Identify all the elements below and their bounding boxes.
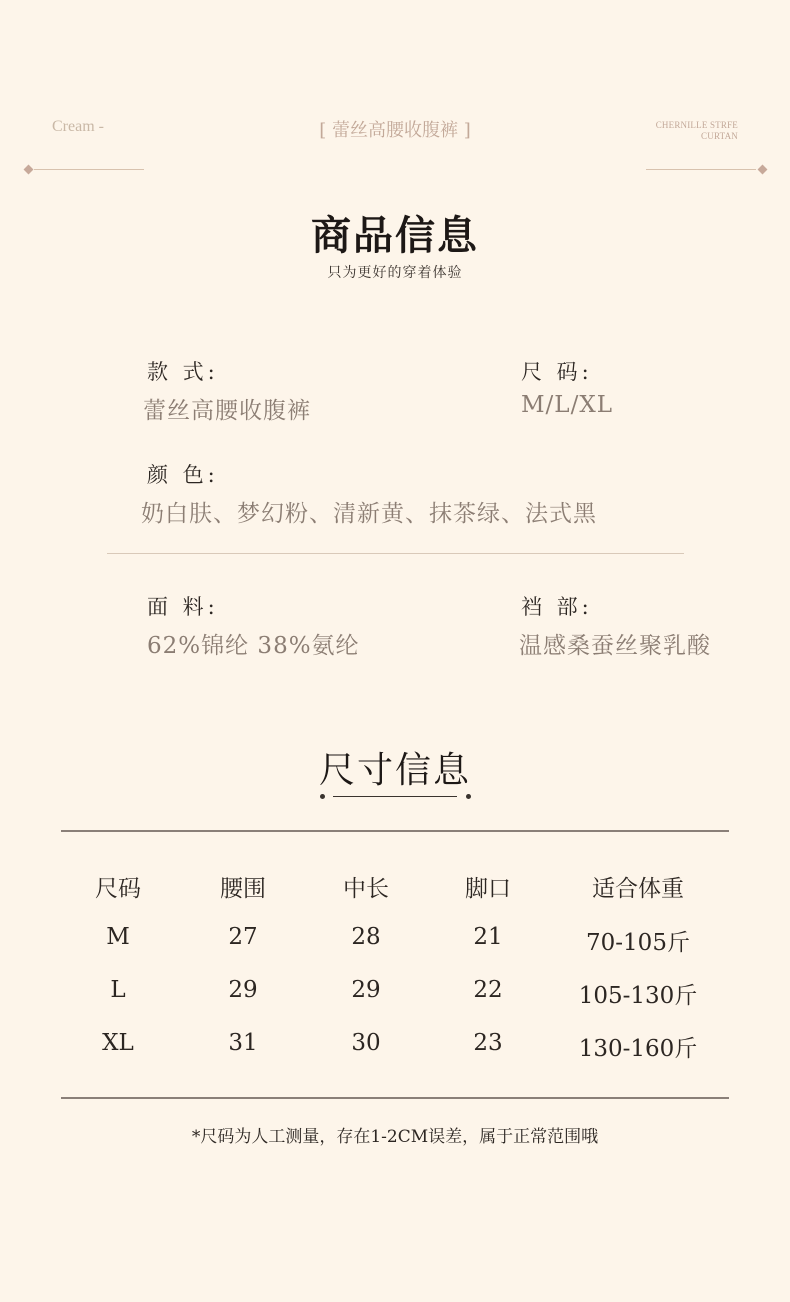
size-value: M/L/XL: [521, 392, 613, 418]
info-divider: [107, 553, 684, 554]
product-info-title: 商品信息: [311, 212, 479, 259]
cell-waist: 27: [228, 924, 258, 950]
header-decorative-line1: CHERNILLE STRFE: [655, 120, 738, 130]
header-decorative-text: [656, 120, 738, 142]
fabric-label: 面 料:: [147, 595, 219, 619]
title-dot-left-icon: [320, 794, 325, 799]
title-dot-right-icon: [466, 794, 471, 799]
diamond-ornament-left-icon: [24, 165, 34, 175]
header-length: 中长: [343, 876, 389, 902]
cell-size: XL: [102, 1030, 134, 1056]
color-label: 颜 色:: [147, 463, 219, 487]
cell-size: L: [110, 977, 126, 1003]
cell-length: 28: [351, 924, 381, 950]
style-label: 款 式:: [147, 360, 219, 384]
cell-weight: 105-130斤: [578, 983, 698, 1009]
product-info-subtitle: 只为更好的穿着体验: [327, 265, 463, 281]
header-leg-opening: 脚口: [465, 876, 511, 902]
table-bottom-rule: [61, 1097, 729, 1099]
header-weight: 适合体重: [592, 876, 684, 902]
cell-length: 29: [351, 977, 381, 1003]
header-rule-left: [34, 169, 144, 170]
style-value: 蕾丝高腰收腹裤: [143, 398, 311, 424]
cell-waist: 29: [228, 977, 258, 1003]
header-product-name: [ 蕾丝高腰收腹裤 ]: [319, 120, 471, 141]
header-rule-right: [646, 169, 756, 170]
cell-weight: 70-105斤: [586, 930, 690, 956]
diamond-ornament-right-icon: [758, 165, 768, 175]
size-label: 尺 码:: [521, 360, 593, 384]
crotch-value: 温感桑蚕丝聚乳酸: [519, 633, 711, 659]
measurement-note: *尺码为人工测量，存在1-2CM误差，属于正常范围哦: [191, 1127, 599, 1147]
cell-leg-opening: 21: [473, 924, 503, 950]
cell-leg-opening: 22: [473, 977, 503, 1003]
cell-length: 30: [351, 1030, 381, 1056]
crotch-label: 裆 部:: [521, 595, 593, 619]
cell-weight: 130-160斤: [578, 1036, 698, 1062]
color-value: 奶白肤、梦幻粉、清新黄、抹茶绿、法式黑: [141, 501, 597, 527]
cell-leg-opening: 23: [473, 1030, 503, 1056]
header-size: 尺码: [95, 876, 141, 902]
table-top-rule: [61, 830, 729, 832]
header-waist: 腰围: [220, 876, 266, 902]
header-decorative-line2: CURTAN: [701, 131, 738, 141]
cell-waist: 31: [228, 1030, 258, 1056]
title-underline: [333, 796, 457, 797]
header-brand-text: Cream -: [52, 118, 104, 135]
fabric-value: 62%锦纶 38%氨纶: [147, 633, 360, 659]
size-info-title: 尺寸信息: [318, 750, 471, 791]
cell-size: M: [106, 924, 130, 950]
